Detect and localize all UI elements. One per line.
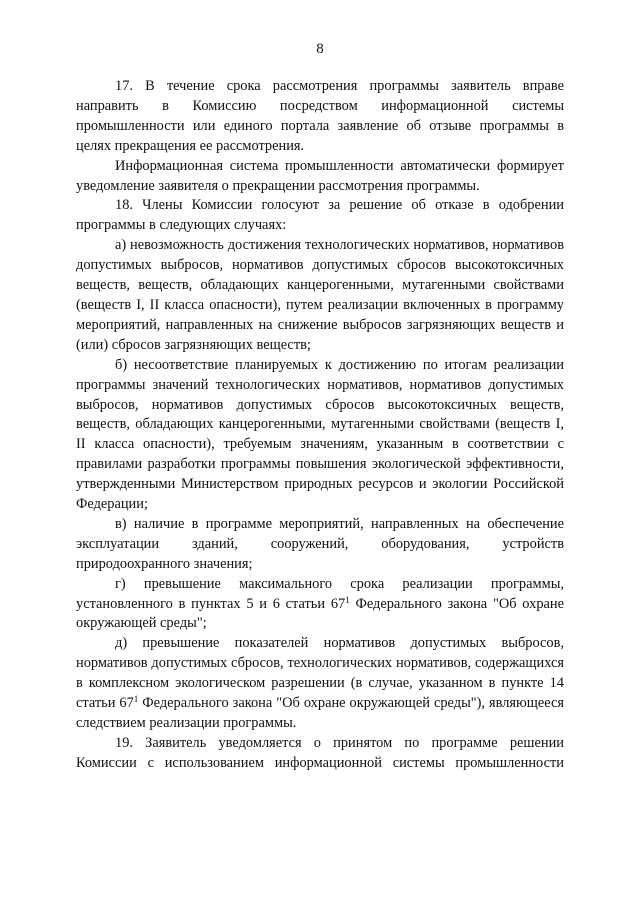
text-line: нормативов допустимых сбросов, технологических нормативов, bbox=[76, 655, 472, 672]
document-body bbox=[76, 77, 564, 774]
paragraph-19 bbox=[76, 734, 564, 774]
text-line: мутагенными свойствами (веществ I, II класса опасности), путем bbox=[76, 277, 564, 313]
text-line: формирует уведомление заявителя о прекращении рассмотрения bbox=[76, 157, 564, 194]
paragraph-18-g bbox=[76, 575, 564, 635]
superscript-one: 1 bbox=[345, 594, 350, 605]
text-line: 17. В течение срока рассмотрения программы заявитель вправе bbox=[115, 78, 564, 94]
text-line: веществ, веществ, обладающих канцерогенными, мутагенными свойствами bbox=[76, 396, 564, 433]
text-line: содержащихся в комплексном экологическом разрешении bbox=[76, 655, 564, 692]
text-line: на обеспечение эксплуатации зданий, сооружений, оборудования, bbox=[76, 515, 564, 552]
text-line: 18. Члены Комиссии голосуют за решение об отказе в одобрении bbox=[115, 197, 564, 214]
text-line: в) наличие в программе мероприятий, направленных bbox=[115, 515, 459, 532]
text-line: программы. bbox=[223, 715, 297, 731]
paragraph-18-a bbox=[76, 236, 564, 355]
paragraph-18-d bbox=[76, 634, 564, 734]
text-line: реализации включенных в программу мероприятий, направленных bbox=[76, 296, 565, 333]
text-line: а) невозможность достижения технологических нормативов, bbox=[115, 237, 489, 254]
text-line: программы. bbox=[406, 177, 480, 194]
text-line: д) превышение показателей нормативов допустимых выбросов, bbox=[115, 635, 564, 652]
superscript-one: 1 bbox=[133, 694, 139, 705]
text-line: "Об охране окружающей среды"; bbox=[76, 595, 564, 632]
text-line: высокотоксичных веществ, веществ, обладающих канцерогенными, bbox=[76, 257, 564, 294]
text-line: программы в следующих случаях: bbox=[76, 217, 287, 234]
text-line: (веществ I, II класса опасности), требуемым значениям, указанным bbox=[76, 416, 564, 453]
text-line: г) превышение максимального срока реализации программы, bbox=[115, 575, 564, 592]
paragraph-18-v bbox=[76, 515, 564, 575]
text-line: природных ресурсов и экологии Российской Федерации; bbox=[76, 476, 564, 513]
paragraph-17 bbox=[76, 77, 564, 157]
text-line: б) несоответствие планируемых к достижению по итогам реализации bbox=[115, 356, 564, 373]
text-line: загрязняющих веществ; bbox=[164, 336, 311, 353]
page-number: 8 bbox=[316, 41, 324, 57]
paragraph-18 bbox=[76, 196, 564, 236]
text-line: Информационная система промышленности автоматически bbox=[115, 157, 491, 174]
paragraph-18-b bbox=[76, 356, 564, 515]
text-line: экологической эффективности, утвержденными Министерством bbox=[76, 456, 564, 493]
text-line: (в случае, указанном в пункте 14 статьи $67^1$ Федерального закона bbox=[76, 675, 564, 712]
text-line: допустимых выбросов, нормативов допустимых сбросов высокотоксичных bbox=[76, 376, 564, 413]
text-line: Комиссии с использованием информационной системы промышленности bbox=[76, 754, 564, 771]
text-line: 19. Заявитель уведомляется о принятом по программе решении bbox=[115, 734, 564, 751]
text-line: программы значений технологических нормативов, нормативов bbox=[76, 376, 482, 393]
text-line: в целях прекращения ее рассмотрения. bbox=[76, 117, 564, 154]
text-line: нормативов допустимых выбросов, нормативов допустимых сбросов bbox=[76, 237, 564, 274]
text-line: направить в Комиссию посредством информационной системы bbox=[76, 97, 564, 114]
text-line: "Об охране окружающей среды"), являющееся следствием реализации bbox=[76, 695, 564, 731]
text-line: устройств природоохранного значения; bbox=[76, 535, 564, 572]
text-line: на снижение выбросов загрязняющих веществ и (или) сбросов bbox=[76, 316, 564, 353]
text-line: промышленности или единого портала заявление об отзыве программы bbox=[76, 117, 549, 134]
paragraph-17-notification bbox=[76, 157, 564, 197]
text-line: в соответствии с правилами разработки программы повышения bbox=[76, 436, 564, 473]
text-line: установленного в пунктах 5 и 6 статьи $67^1$ Федерального закона bbox=[76, 594, 488, 612]
